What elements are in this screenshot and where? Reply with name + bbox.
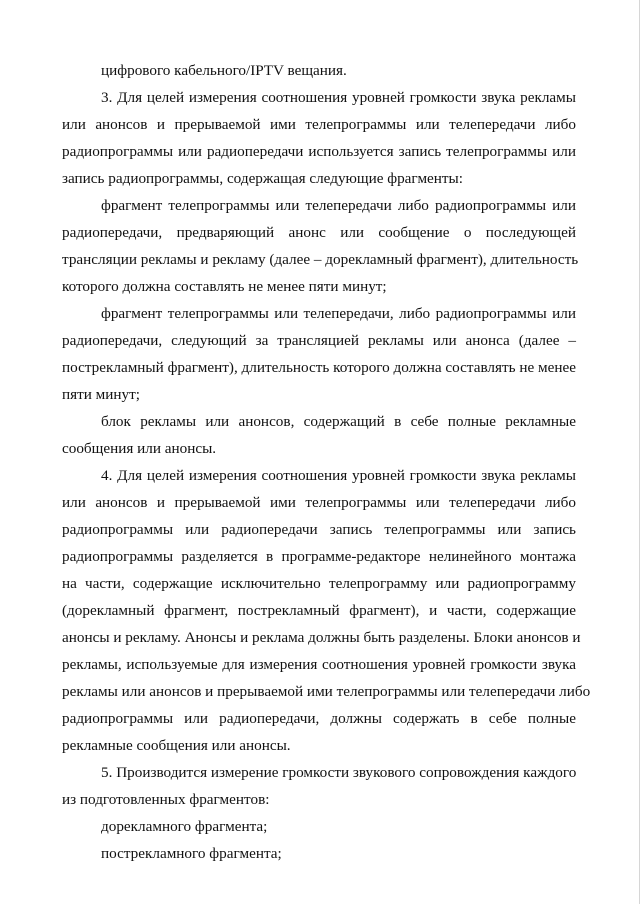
text-line: фрагмент телепрограммы или телепередачи либо радиопрограммы или <box>101 197 576 214</box>
text-line: (дорекламный фрагмент, пострекламный фрагмент), и части, содержащие <box>62 602 576 619</box>
text-line: 4. Для целей измерения соотношения уровней громкости звука рекламы <box>101 467 576 484</box>
text-line: дорекламного фрагмента; <box>101 818 268 835</box>
text-line: анонсы и рекламу. Анонсы и реклама должны быть разделены. Блоки анонсов и <box>62 629 581 646</box>
text-line: из подготовленных фрагментов: <box>62 791 270 808</box>
text-line: или анонсов и прерываемой ими телепрограммы или телепередачи либо <box>62 494 576 511</box>
text-line: пяти минут; <box>62 386 140 403</box>
text-line: фрагмент телепрограммы или телепередачи, либо радиопрограммы или <box>101 305 576 322</box>
text-line: пострекламный фрагмент), длительность которого должна составлять не менее <box>62 359 576 376</box>
text-line: 3. Для целей измерения соотношения уровней громкости звука рекламы <box>101 89 576 106</box>
text-line: рекламные сообщения или анонсы. <box>62 737 291 754</box>
text-line: радиопередачи, следующий за трансляцией рекламы или анонса (далее – <box>62 332 576 349</box>
text-line: рекламы или анонсов и прерываемой ими телепрограммы или телепередачи либо <box>62 683 591 700</box>
text-line: радиопрограммы разделяется в программе-редакторе нелинейного монтажа <box>62 548 576 565</box>
text-line: радиопрограммы или радиопередачи используется запись телепрограммы или <box>62 143 576 160</box>
text-line: радиопрограммы или радиопередачи запись телепрограммы или запись <box>62 521 576 538</box>
text-line: рекламы, используемые для измерения соотношения уровней громкости звука <box>62 656 576 673</box>
text-line: радиопередачи, предваряющий анонс или сообщение о последующей <box>62 224 576 241</box>
text-line: или анонсов и прерываемой ими телепрограммы или телепередачи либо <box>62 116 576 133</box>
text-line: запись радиопрограммы, содержащая следующие фрагменты: <box>62 170 463 187</box>
text-line: блок рекламы или анонсов, содержащий в себе полные рекламные <box>101 413 576 430</box>
text-line: пострекламного фрагмента; <box>101 845 282 862</box>
text-line: радиопрограммы или радиопередачи, должны содержать в себе полные <box>62 710 576 727</box>
text-line: которого должна составлять не менее пяти минут; <box>62 278 387 295</box>
text-line: трансляции рекламы и рекламу (далее – дорекламный фрагмент), длительность <box>62 251 579 268</box>
text-line: цифрового кабельного/IPTV вещания. <box>101 62 347 79</box>
text-line: на части, содержащие исключительно телепрограмму или радиопрограмму <box>62 575 576 592</box>
text-line: сообщения или анонсы. <box>62 440 217 457</box>
text-line: 5. Производится измерение громкости звукового сопровождения каждого <box>101 764 577 781</box>
